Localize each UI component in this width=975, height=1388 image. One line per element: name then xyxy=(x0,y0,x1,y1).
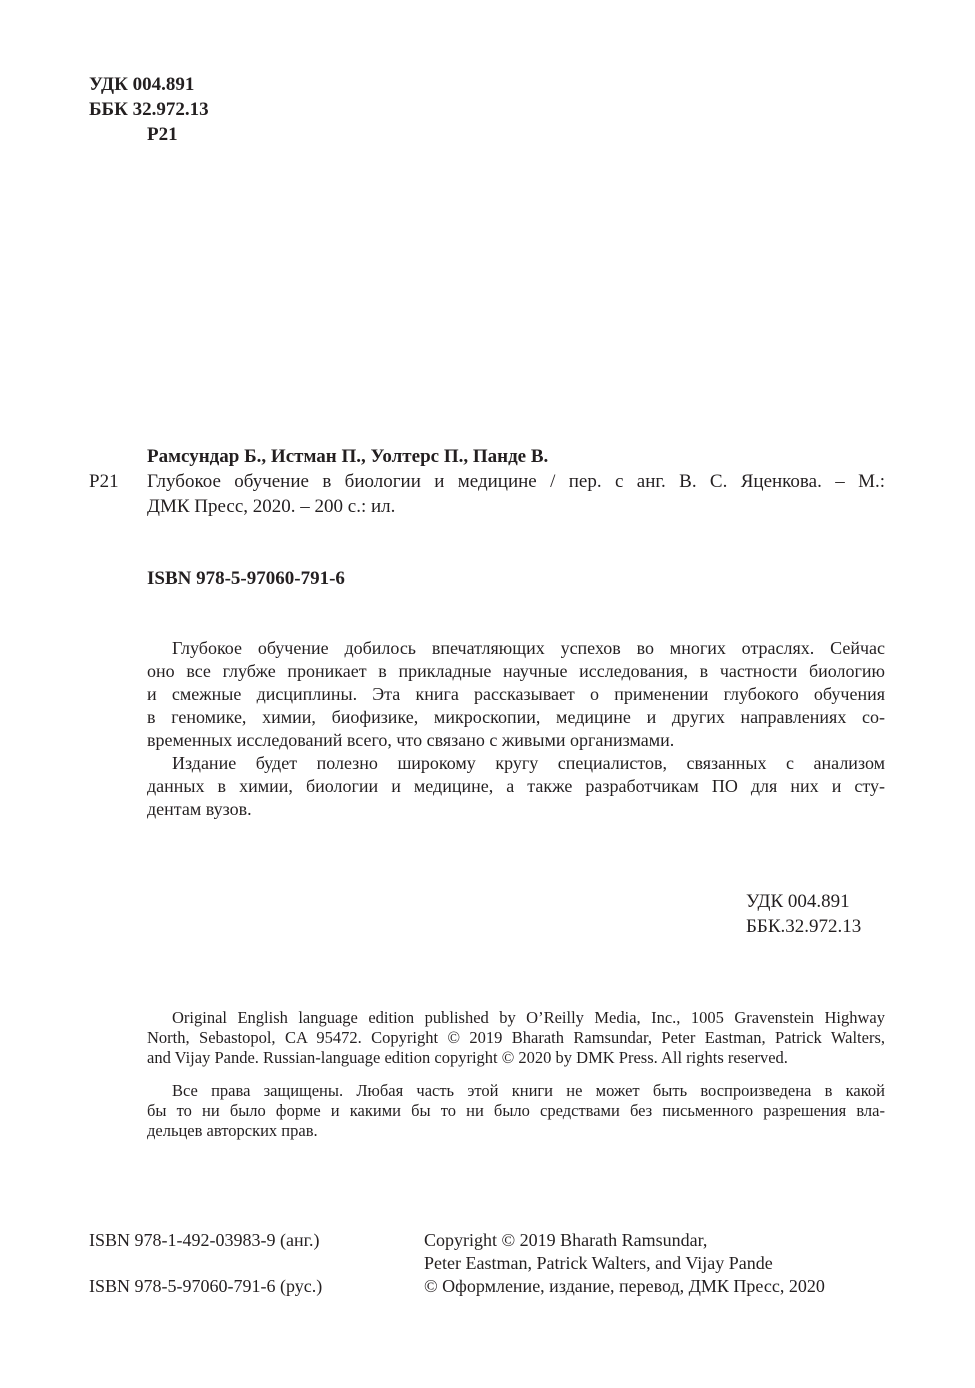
isbn-russian: ISBN 978-5-97060-791-6 (рус.) xyxy=(89,1276,323,1296)
bottom-copyright-line: Peter Eastman, Patrick Walters, and Vijay Pande xyxy=(424,1253,773,1273)
rights-notice-line: бы то ни было форме и какими бы то ни было средствами без письменного разрешения вла- xyxy=(147,1101,885,1120)
isbn-main: ISBN 978-5-97060-791-6 xyxy=(147,568,345,589)
annotation-line: Глубокое обучение добилось впечатляющих успехов во многих отраслях. Сейчас xyxy=(172,638,885,658)
authors-line: Рамсундар Б., Истман П., Уолтерс П., Панде В. xyxy=(147,446,549,467)
bbk-top: ББК 32.972.13 xyxy=(89,99,209,120)
annotation-line: Издание будет полезно широкому кругу специалистов, связанных с анализом xyxy=(172,753,885,773)
bottom-copyright-line: Copyright © 2019 Bharath Ramsundar, xyxy=(424,1230,708,1250)
udk-top: УДК 004.891 xyxy=(89,74,195,95)
rights-notice-line: Все права защищены. Любая часть этой книги не может быть воспроизведена в какой xyxy=(172,1081,885,1100)
bbk-right: ББК.32.972.13 xyxy=(746,916,862,937)
rights-notice-line: дельцев авторских прав. xyxy=(147,1121,318,1140)
copyright-english-line: Original English language edition published by O’Reilly Media, Inc., 1005 Gravenstein Highway xyxy=(172,1008,885,1027)
annotation-line: данных в химии, биологии и медицине, а также разработчикам ПО для них и сту- xyxy=(147,776,885,796)
udk-right: УДК 004.891 xyxy=(746,891,850,912)
author-code-entry: Р21 xyxy=(89,471,119,492)
annotation-line: в геномике, химии, биофизике, микроскопии, медицине и других направлениях со- xyxy=(147,707,885,727)
bottom-copyright-line: © Оформление, издание, перевод, ДМК Пресс, 2020 xyxy=(424,1276,825,1296)
annotation-line: и смежные дисциплины. Эта книга рассказывает о применении глубокого обучения xyxy=(147,684,885,704)
copyright-english-line: and Vijay Pande. Russian-language edition copyright © 2020 by DMK Press. All rights reserved. xyxy=(147,1048,788,1067)
annotation-line: оно все глубже проникает в прикладные научные исследования, в частности биологию xyxy=(147,661,885,681)
publisher-line: ДМК Пресс, 2020. – 200 с.: ил. xyxy=(147,496,396,517)
title-line: Глубокое обучение в биологии и медицине / пер. с анг. В. С. Яценкова. – М.: xyxy=(147,471,885,492)
annotation-line: временных исследований всего, что связано с живыми организмами. xyxy=(147,730,675,750)
isbn-english: ISBN 978-1-492-03983-9 (анг.) xyxy=(89,1230,320,1250)
author-code-top: Р21 xyxy=(147,124,178,145)
annotation-line: дентам вузов. xyxy=(147,799,252,819)
copyright-english-line: North, Sebastopol, CA 95472. Copyright © 2019 Bharath Ramsundar, Peter Eastman, Patrick Walters, xyxy=(147,1028,885,1047)
